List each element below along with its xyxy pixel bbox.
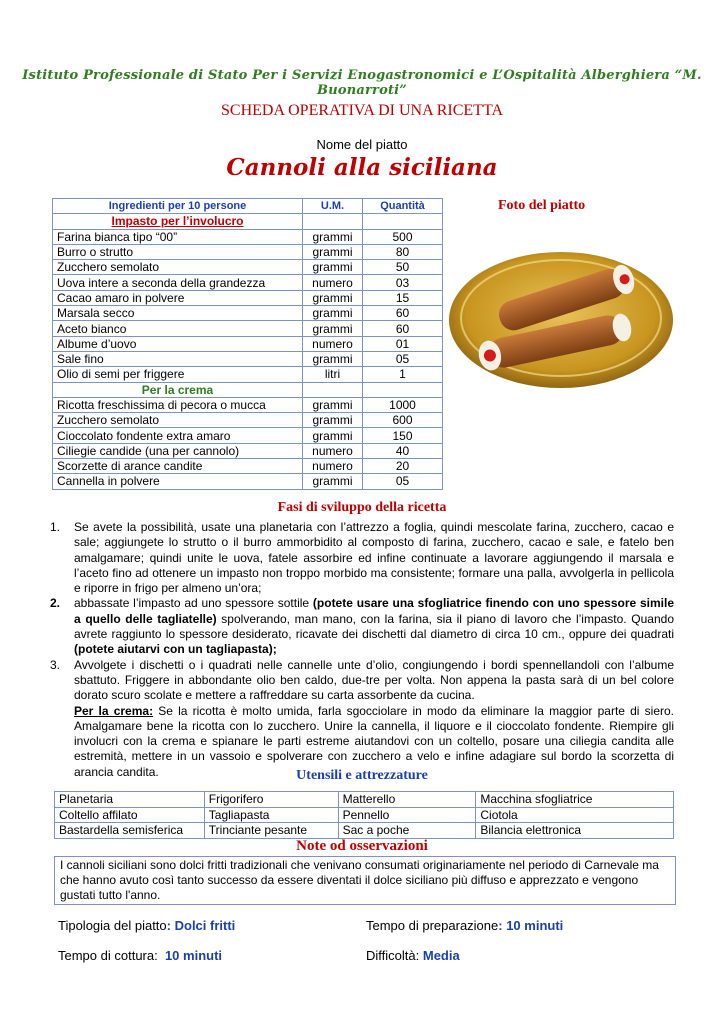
institute-name: Istituto Professionale di Stato Per i Servizi Enogastronomici e L’Ospitalità Alberghiera “M. Buonarroti” [22,68,702,98]
ingredient-qty: 01 [363,336,443,351]
tool-cell: Sac a poche [338,823,476,839]
step-3-number: 3. [50,657,61,672]
notes-title: Note od osservazioni [296,838,428,854]
preparazione-label: Tempo di preparazione [366,918,499,933]
tools-row [55,792,674,808]
ingredient-name: Burro o strutto [53,244,303,259]
step-3-crema-label: Per la crema: [74,703,154,718]
section-impasto-label: Impasto per l’involucro [53,214,303,229]
ingredient-row [53,474,443,489]
photo-label: Foto del piatto [498,198,586,213]
ingredient-qty: 50 [363,260,443,275]
ingredient-row [53,443,443,458]
tool-cell: Trinciante pesante [204,823,338,839]
ingredient-unit: grammi [303,244,363,259]
ingredient-unit: grammi [303,306,363,321]
ingredient-name: Cannella in polvere [53,474,303,489]
tool-cell: Bastardella semisferica [55,823,205,839]
ingredient-row [53,275,443,290]
ingredient-row [53,306,443,321]
cottura-value: 10 minuti [164,948,223,963]
tool-cell: Ciotola [476,807,674,823]
ingredient-name: Marsala secco [53,306,303,321]
tool-cell: Matterello [338,792,476,808]
tool-cell: Coltello affilato [55,807,205,823]
step-2-text-d: (potete aiutarvi con un tagliapasta); [74,642,277,657]
difficolta [366,948,460,963]
section-row-crema [53,382,443,397]
step-1-text: Se avete la possibilità, usate una planetaria con l’attrezzo a foglia, quindi mescolate farina, zucchero, cacao e sale; aggiungete lo strutto o il burro ammorbidito al composto di farina, zucchero, cacao e sale, e fatelo ben amalgamare; quindi unite le uova, fatele assorbire ed infine continuate a lavorare aggiungendo il marsala e l’aceto fino ad ottenere un impasto non troppo morbido ma consistente; formare una palla, avvolgerla in pellicola e riporre in frigo per almeno un’ora; [74,520,674,596]
difficolta-value: Media [422,948,460,963]
ingredient-name: Zucchero semolato [53,413,303,428]
ingredient-qty: 05 [363,474,443,489]
ingredient-qty: 1000 [363,397,443,412]
step-2-text-c: spolverando, man mano, con la farina, sia il piano di lavoro che l’impasto. Quando avrete raggiunto lo spessore desiderato, ricavate dei dischetti dal diametro di circa 10 cm., oppure dei quadrati [74,611,674,642]
ingredient-row [53,336,443,351]
ingredient-qty: 40 [363,443,443,458]
section-row-impasto [53,214,443,229]
step-3 [50,658,674,780]
col-unit-header: U.M. [303,199,363,214]
tipologia-label: Tipologia del piatto [58,918,167,933]
ingredient-qty: 60 [363,321,443,336]
ingredient-row [53,413,443,428]
ingredient-row [53,229,443,244]
ingredient-qty: 600 [363,413,443,428]
tools-table [54,791,674,839]
step-3-text-a: Avvolgete i dischetti o i quadrati nelle cannelle unte d’olio, congiungendo i bordi spennellandoli con l’albume sbattuto. Friggere in abbondante olio ben caldo, due-tre per volta. Non appena la pasta sarà di un bel colore dorato scuro scolate e mettere a raffreddare su carta assorbente da cucina. [74,657,674,703]
ingredient-row [53,290,443,305]
ingredient-name: Albume d’uovo [53,336,303,351]
ingredient-name: Farina bianca tipo “00” [53,229,303,244]
tool-cell: Macchina sfogliatrice [476,792,674,808]
ingredient-row [53,244,443,259]
ingredient-qty: 80 [363,244,443,259]
ingredient-qty: 500 [363,229,443,244]
ingredient-row [53,321,443,336]
ingredient-qty: 60 [363,306,443,321]
ingredient-unit: litri [303,367,363,382]
ingredient-unit: grammi [303,397,363,412]
tool-cell: Planetaria [55,792,205,808]
cottura-label: Tempo di cottura: [58,948,158,963]
tool-cell: Frigorifero [204,792,338,808]
section-crema-label: Per la crema [53,382,303,397]
tipologia-value: Dolci fritti [174,918,236,933]
ingredient-unit: numero [303,336,363,351]
notes-box: I cannoli siciliani sono dolci fritti tradizionali che venivano consumati originariamente nel periodo di Carnevale ma che hanno avuto così tanto successo da essere diventati il dolce siciliano più diffuso e apprezzato e vengono gustati tutto l'anno. [54,856,676,905]
ingredient-qty: 150 [363,428,443,443]
ingredient-unit: grammi [303,428,363,443]
step-1-number: 1. [50,520,61,534]
ingredient-qty: 15 [363,290,443,305]
ingredient-unit: numero [303,443,363,458]
ingredient-row [53,459,443,474]
ingredient-name: Aceto bianco [53,321,303,336]
dish-name-label: Nome del piatto [316,137,408,152]
ingredient-row [53,260,443,275]
ingredient-unit: numero [303,275,363,290]
tools-title: Utensili e attrezzature [296,768,428,783]
dish-title: Cannoli alla siciliana [226,154,498,181]
step-2-text-b: (potete usare una sfogliatrice finendo con uno spessore simile a quello delle tagliatelle) [74,596,674,626]
ingredient-name: Ricotta freschissima di pecora o mucca [53,397,303,412]
step-2-text-a: abbassate l’impasto ad uno spessore sottile [74,596,313,611]
ingredient-row [53,351,443,366]
ingredient-qty: 05 [363,351,443,366]
cottura [58,948,222,963]
ingredient-name: Uova intere a seconda della grandezza [53,275,303,290]
tool-cell: Tagliapasta [204,807,338,823]
ingredient-unit: numero [303,459,363,474]
ingredient-name: Sale fino [53,351,303,366]
preparazione-value: 10 minuti [506,918,564,933]
tool-cell: Pennello [338,807,476,823]
preparazione: Tempo di preparazione: 10 minuti [366,918,564,933]
ingredient-qty: 1 [363,367,443,382]
phases-title: Fasi di sviluppo della ricetta [277,500,447,515]
dish-photo [448,244,674,390]
ingredient-unit: grammi [303,351,363,366]
ingredient-unit: grammi [303,290,363,305]
ingredient-name: Ciliegie candide (una per cannolo) [53,443,303,458]
ingredient-unit: grammi [303,260,363,275]
ingredient-unit: grammi [303,229,363,244]
form-title: SCHEDA OPERATIVA DI UNA RICETTA [221,102,503,119]
ingredient-name: Zucchero semolato [53,260,303,275]
tool-cell: Bilancia elettronica [476,823,674,839]
step-1 [50,520,674,596]
ingredient-qty: 20 [363,459,443,474]
ingredient-row [53,397,443,412]
ingredient-qty: 03 [363,275,443,290]
step-2 [50,596,674,657]
ingredient-unit: grammi [303,474,363,489]
ingredient-row [53,367,443,382]
tools-row [55,823,674,839]
col-ingredient-header: Ingredienti per 10 persone [53,199,303,214]
difficolta-label: Difficoltà: [366,948,420,963]
ingredient-unit: grammi [303,413,363,428]
ingredient-name: Cacao amaro in polvere [53,290,303,305]
ingredients-table [52,198,443,490]
step-3-text-b: Se la ricotta è molto umida, farla sgocciolare in modo da eliminare la maggior parte di siero. Amalgamare bene la ricotta con lo zucchero. Unire la cannella, il liquore e il cioccolato fondente. Riempire gli involucri con la crema e spianare le parti estreme aiutandovi con un coltello, posare una ciliegia candita alle estremità, mettere in un vassoio e spolverare con zucchero a velo e infine adagiare sul bordo la scorzetta di arancia candita. [74,703,674,779]
ingredient-unit: grammi [303,321,363,336]
ingredient-name: Cioccolato fondente extra amaro [53,428,303,443]
tipologia: Tipologia del piatto: Dolci fritti [58,918,236,933]
tools-row [55,807,674,823]
ingredient-name: Scorzette di arance candite [53,459,303,474]
col-qty-header: Quantità [363,199,443,214]
ingredient-row [53,428,443,443]
step-2-number: 2. [50,596,61,611]
ingredients-header-row [53,199,443,214]
recipe-steps [50,520,674,780]
ingredient-name: Olio di semi per friggere [53,367,303,382]
